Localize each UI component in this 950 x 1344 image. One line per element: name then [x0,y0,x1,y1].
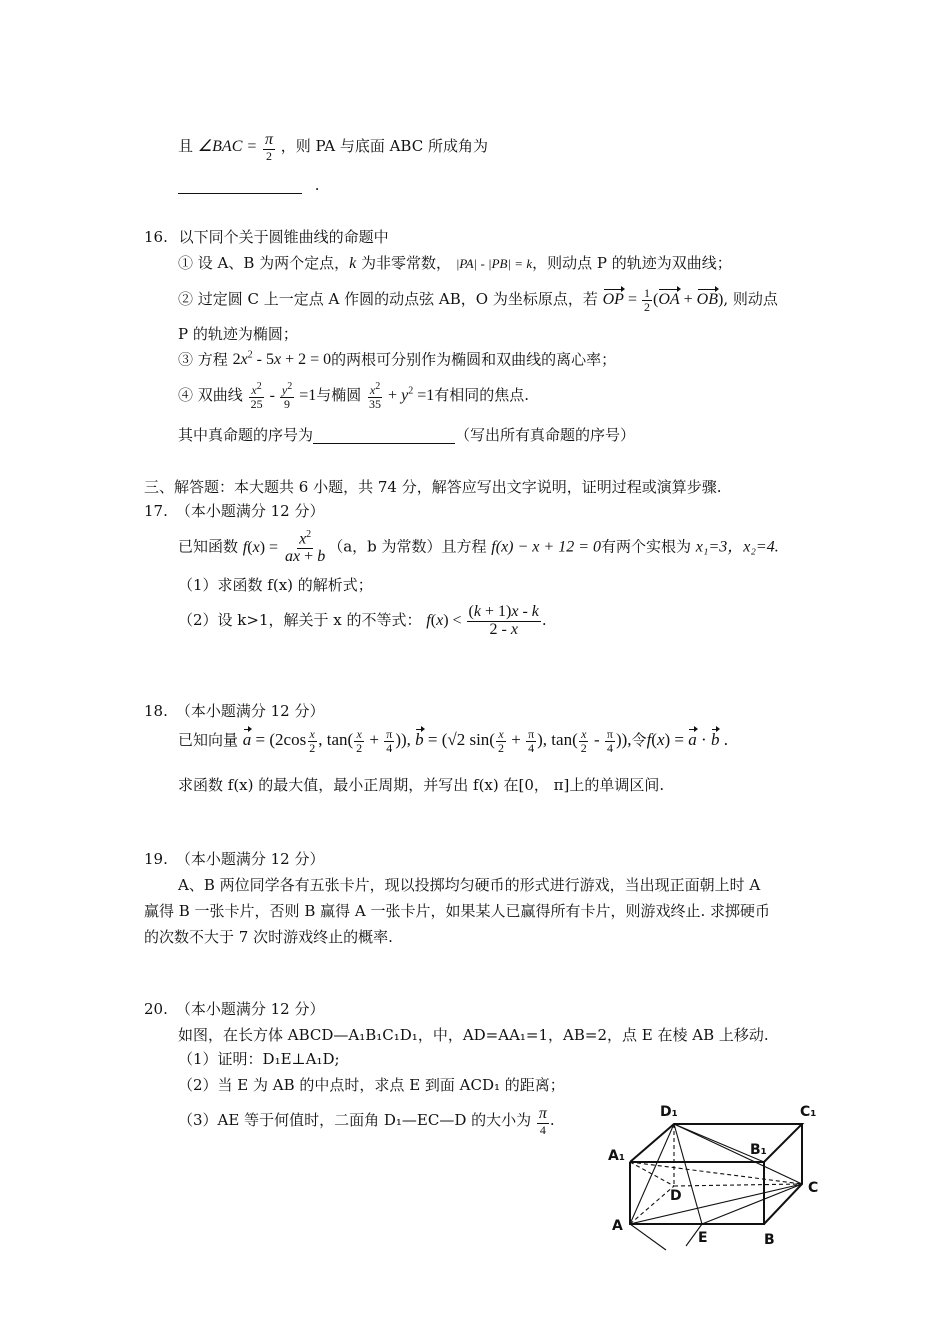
q20-part-1: （1）证明：D₁E⊥A₁D; [178,1050,340,1068]
q16-item-3: ③ 方程 $2x^2 - 5x + 2 = 0$的两根可分别作为椭圆和双曲线的离心率； [178,350,617,369]
q16-item4-ellipse: $\frac{x^2}{35}$ + $y^2 =1$ [369,381,435,411]
diag-a-e-ext [630,1224,666,1250]
q20-part-2: （2）当 E 为 AB 的中点时，求点 E 到面 ACD₁ 的距离； [178,1076,565,1094]
q18-vectors: a = (2cos $\frac{x}{2}$ , tan( $\frac{x}{2}$ + $\frac{\pi}{4}$ )), b = (√2 sin( $\frac{x}{2}$ + $\frac{\pi}{4}$ ), tan( $\frac{x}{2}$ - $\frac{\pi}{4}$ )), [242,727,632,755]
q16-number: 16. [144,228,168,246]
cuboid-figure [604,1100,834,1252]
q17-part-1: （1）求函数 f(x) 的解析式； [178,576,373,594]
q20-fraction: $\frac{\pi}{4}$ [538,1105,547,1137]
label-b1: B₁ [750,1142,767,1158]
q18-header: 18. （本小题满分 12 分） [144,702,325,720]
q18-given: 已知向量 a = (2cos $\frac{x}{2}$ , tan( $\frac{x}{2}$ + $\frac{\pi}{4}$ )), b = (√2 sin( $\frac{x}{2}$ + $\frac{\pi}{4}$ ), tan( $\frac{x}{2}$ - $\frac{\pi}{4}$ )),令f(x) = a · b . [178,727,728,755]
label-e: E [698,1230,708,1246]
q16-title: 16. 以下同个关于圆锥曲线的命题中 [144,228,389,246]
q20-given: 如图，在长方体 ABCD—A₁B₁C₁D₁，中，AD=AA₁=1，AB=2，点 E 在棱 AB 上移动. [178,1026,769,1044]
label-b: B [764,1232,775,1248]
q20-part-3: （3）AE 等于何值时，二面角 D₁—EC—D 的大小为 $\frac{\pi}{4}$ . [178,1105,555,1137]
diag-d1-e [674,1124,702,1224]
q17-function: f(x) = $\frac{x^2}{ax + b}$ [242,529,326,566]
label-d1: D₁ [660,1104,678,1120]
edge-front [630,1162,764,1224]
q15-fraction: $\frac{\pi}{2}$ [264,131,273,163]
hidden-edge-a-d [630,1186,674,1224]
q16-answer: 其中真命题的序号为 （写出所有真命题的序号） [178,426,636,444]
q16-answer-blank[interactable] [313,427,455,444]
q15-line: 且 ∠BAC = $\frac{\pi}{2}$ ，则 PA 与底面 ABC 所成角为 [178,131,488,163]
section-3-heading: 三、解答题：本大题共 6 小题，共 74 分，解答应写出文字说明，证明过程或演算步骤. [144,478,722,496]
q16-item3-equation: $2x^2 - 5x + 2 = 0$ [232,350,332,369]
q16-item2-equation: OP = $\frac{1}{2}$ (OA + OB) [602,286,724,314]
q19-line-3: 的次数不大于 7 次时游戏终止的概率. [144,928,393,946]
label-c: C [808,1180,819,1196]
label-c1: C₁ [800,1104,817,1120]
q18-task: 求函数 f(x) 的最大值，最小正周期，并写出 f(x) 在[0， π]上的单调区间. [178,776,665,794]
label-d: D [670,1188,682,1204]
q16-item1-equation: |PA| - |PB| = k [455,256,533,271]
q17-part-2: （2）设 k>1，解关于 x 的不等式： f(x) < $\frac{(k + 1)x - k}{2 - x}$ . [178,603,547,638]
q19-line-2: 赢得 B 一张卡片，否则 B 赢得 A 一张卡片，如果某人已赢得所有卡片，则游戏终止. 求掷硬币 [144,902,771,920]
edge-right [764,1124,802,1224]
q16-item-1: ① 设 A、B 为两个定点，k 为非零常数， |PA| - |PB| = k，则动点 P 的轨迹为双曲线； [178,254,732,272]
q16-item-4: ④ 双曲线 $\frac{x^2}{25}$ - $\frac{y^2}{9}$ =1与椭圆 $\frac{x^2}{35}$ + $y^2 =1$有相同的焦点. [178,381,529,411]
q17-given: 已知函数 f(x) = $\frac{x^2}{ax + b}$ （a，b 为常数）且方程 f(x) − x + 12 = 0有两个实根为 x₁=3，x₂=4. [178,529,779,566]
q17-header: 17. （本小题满分 12 分） [144,502,325,520]
q20-header: 20. （本小题满分 12 分） [144,1000,325,1018]
q16-item-2: ② 过定圆 C 上一定点 A 作圆的动点弦 AB，O 为坐标原点，若 OP = $\frac{1}{2}$ (OA + OB), 则动点 [178,286,778,314]
hidden-edge-d-c [674,1184,802,1186]
label-a: A [612,1218,623,1234]
q19-line-1: A、B 两位同学各有五张卡片，现以投掷均匀硬币的形式进行游戏，当出现正面朝上时 A [178,876,761,894]
q16-item4-hyperbola: $\frac{x^2}{25}$ - $\frac{y^2}{9}$ =1 [250,381,317,411]
q16-item-2-cont: P 的轨迹为椭圆； [178,325,298,343]
q15-answer-blank[interactable]: . [178,176,320,194]
q19-header: 19. （本小题满分 12 分） [144,850,325,868]
q15-angle: ∠BAC = [197,138,258,156]
edge-top [630,1124,802,1162]
label-a1: A₁ [608,1148,625,1164]
q17-inequality: f(x) < $\frac{(k + 1)x - k}{2 - x}$ [426,603,539,638]
diag-d1-c [674,1124,802,1184]
diag-d1-a [630,1124,674,1224]
